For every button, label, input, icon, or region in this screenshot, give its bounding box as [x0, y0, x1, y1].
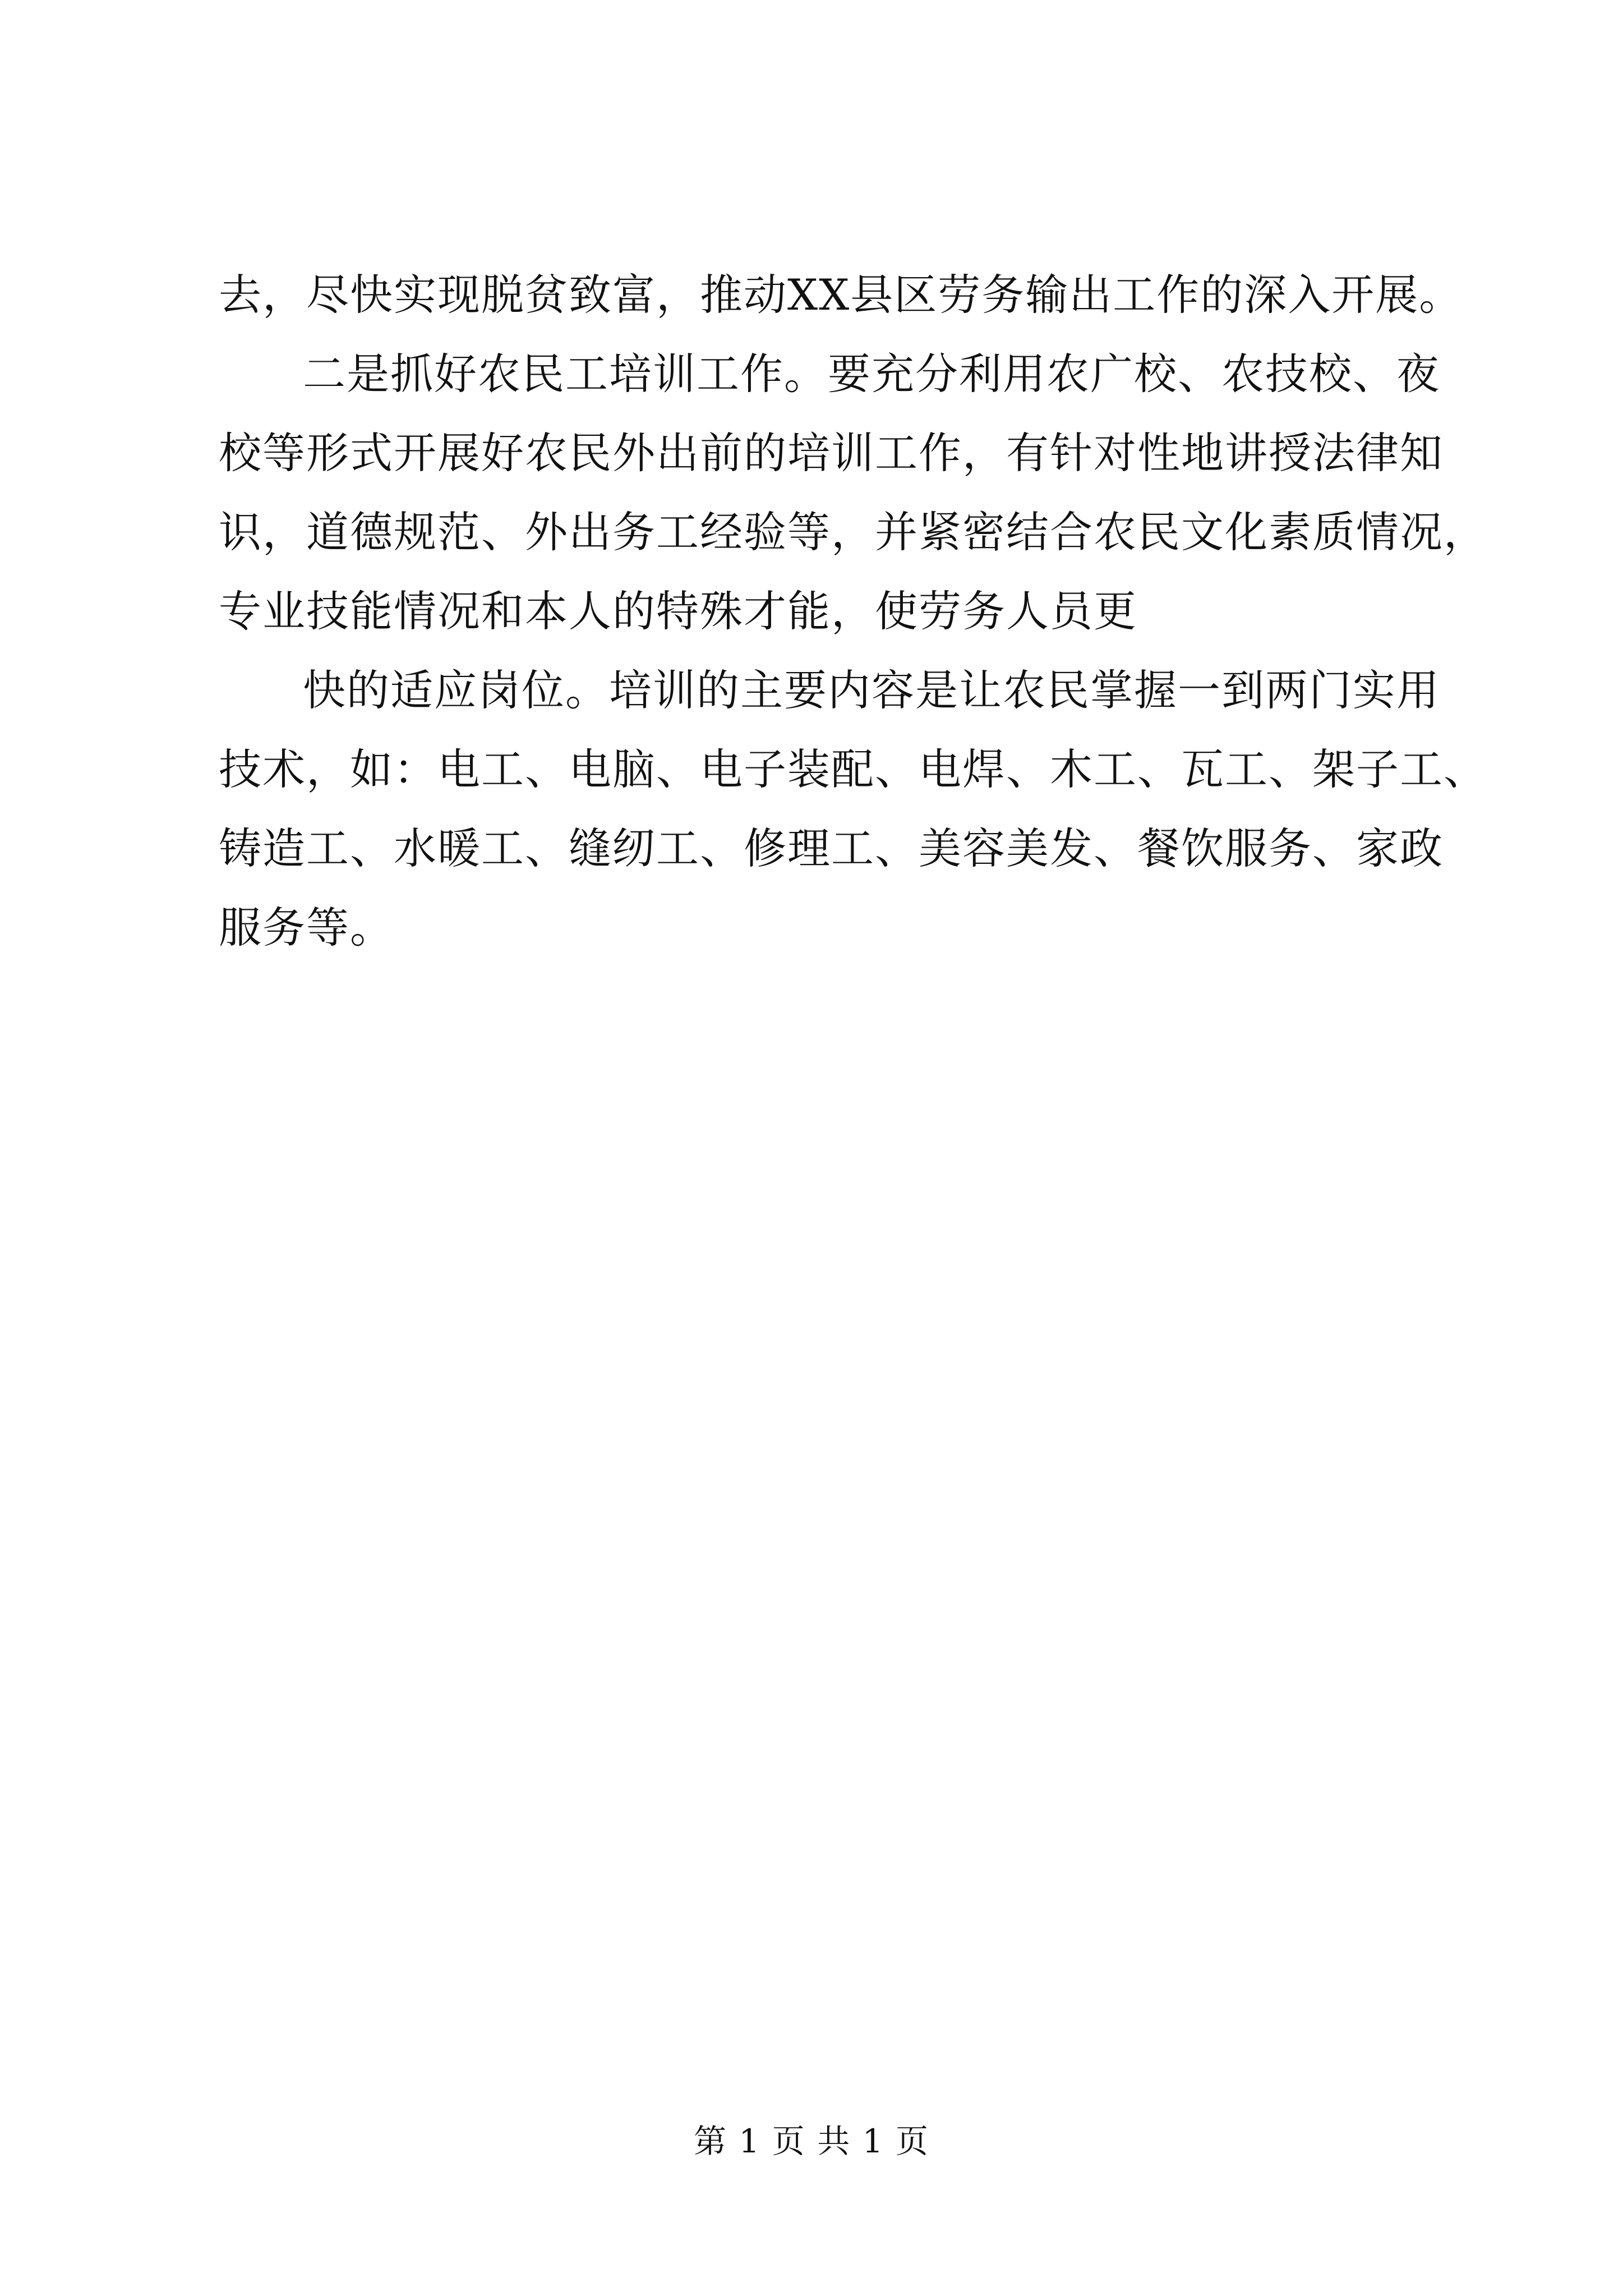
text-line: 专业技能情况和本人的特殊才能，使劳务人员更	[219, 586, 1137, 636]
paragraph-start-line: 快的适应岗位。培训的主要内容是让农民掌握一到两门实用	[303, 665, 1440, 715]
text-line: 技术，如：电工、电脑、电子装配、电焊、木工、瓦工、架子工、	[219, 744, 1487, 794]
text-line: 服务等。	[219, 903, 394, 953]
text-line: 校等形式开展好农民外出前的培训工作，有针对性地讲授法律知	[219, 428, 1444, 478]
page-number-footer: 第 1 页 共 1 页	[694, 2122, 929, 2160]
text-line: 去，尽快实现脱贫致富，推动XX县区劳务输出工作的深入开展。	[219, 270, 1463, 320]
paragraph-start-line: 二是抓好农民工培训工作。要充分利用农广校、农技校、夜	[303, 349, 1440, 399]
text-line: 铸造工、水暖工、缝纫工、修理工、美容美发、餐饮服务、家政	[219, 823, 1444, 873]
text-line: 识，道德规范、外出务工经验等，并紧密结合农民文化素质情况，	[219, 507, 1487, 557]
document-body	[219, 255, 1487, 967]
